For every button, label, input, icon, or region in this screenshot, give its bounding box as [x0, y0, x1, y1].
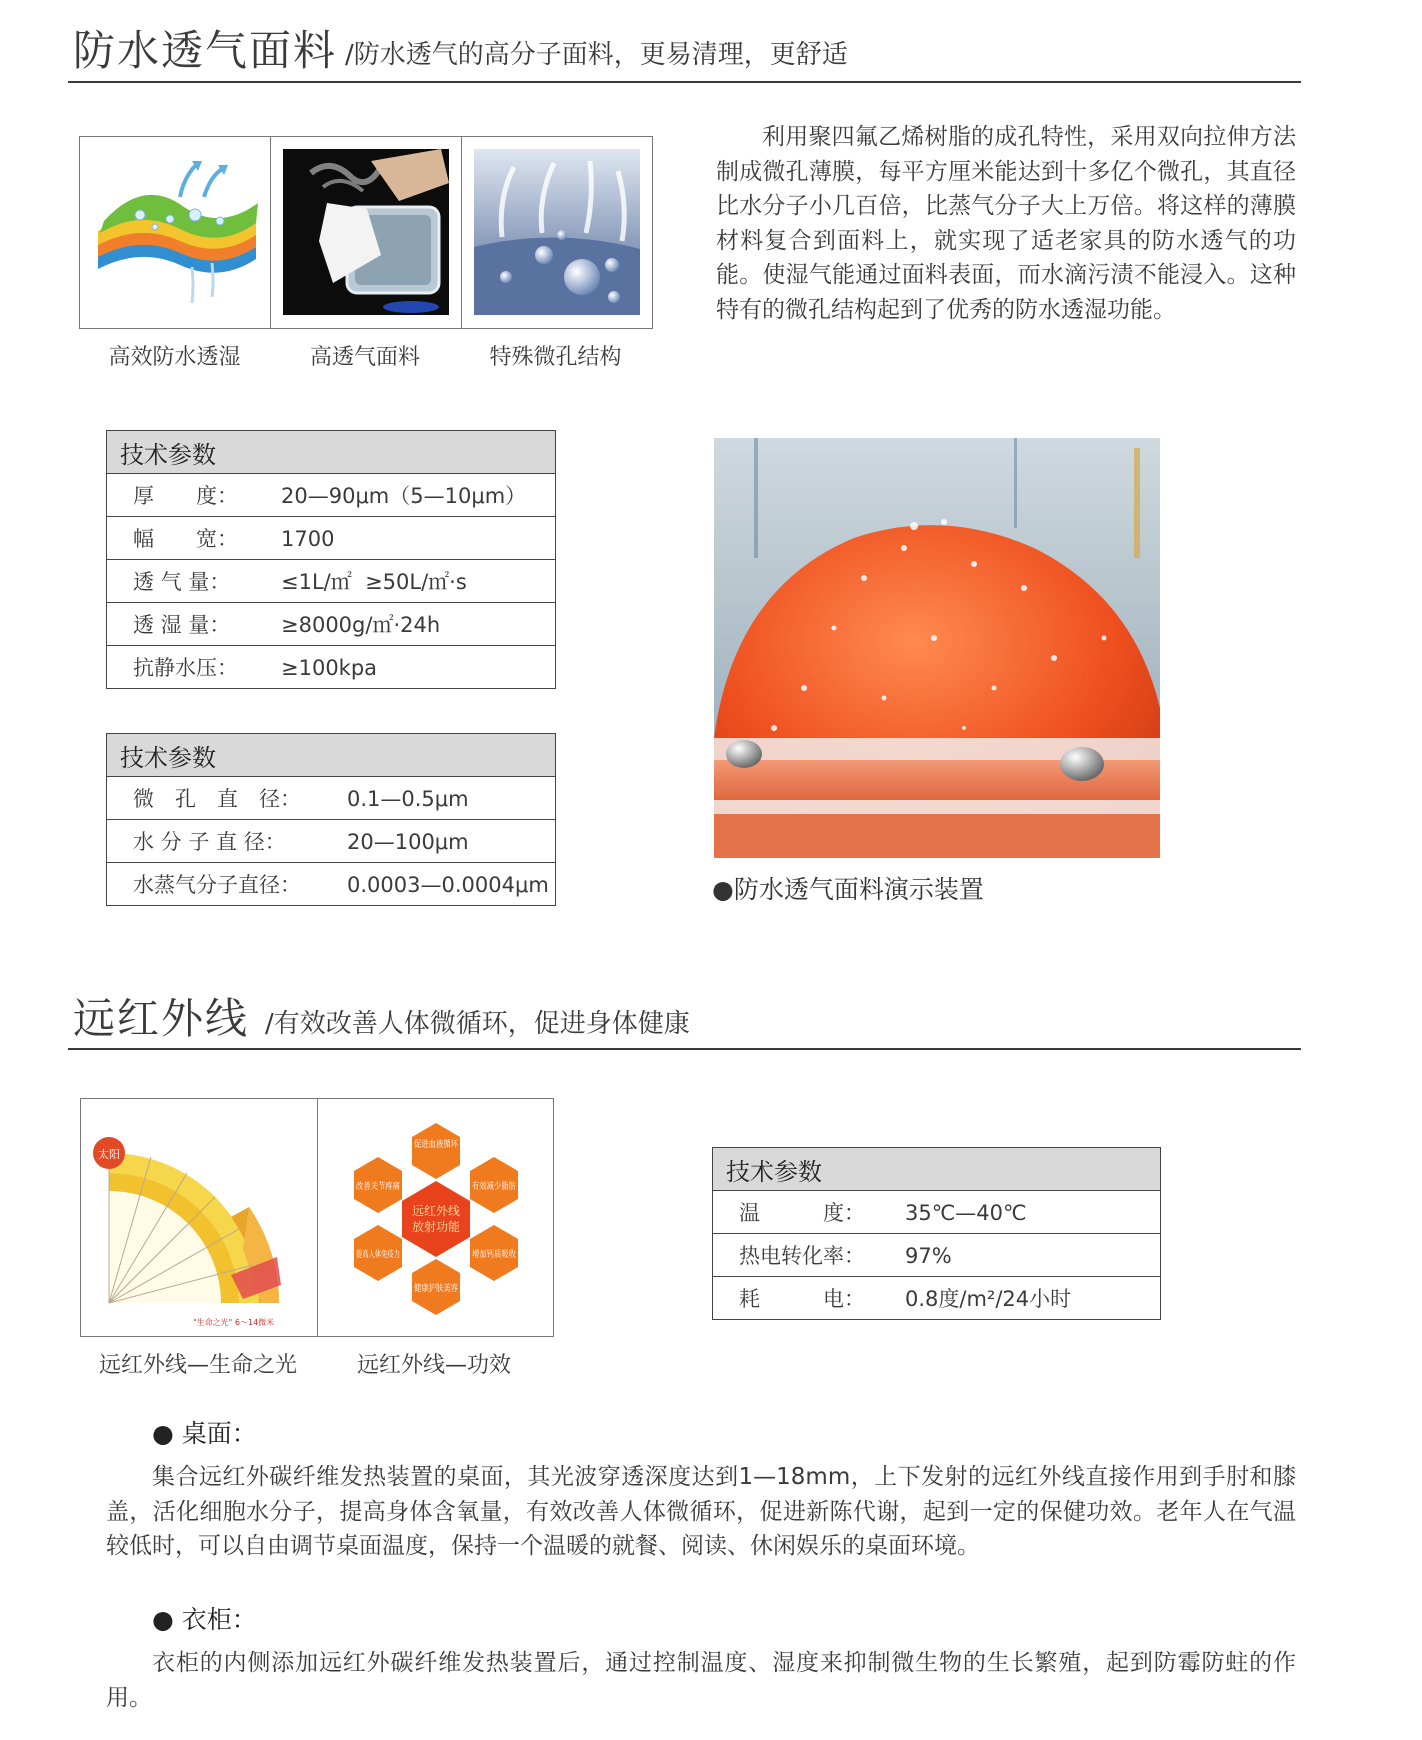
hex-label: 促进血液循环: [413, 1140, 468, 1150]
spec-label: 抗静水压：: [133, 656, 238, 680]
spec-table-header: 技术参数: [713, 1148, 1161, 1191]
table-row: [107, 603, 556, 646]
spec-table-header: 技术参数: [107, 431, 556, 474]
microporous-structure-image: [462, 137, 652, 328]
spec-value: 1700: [281, 527, 335, 551]
wardrobe-paragraph: 衣柜的内侧添加远红外碳纤维发热装置后，通过控制温度、湿度来抑制微生物的生长繁殖，起到防霉防蛀的作用。: [106, 1650, 1296, 1711]
hex-label: 增加钙质吸收: [471, 1250, 526, 1260]
section2-subtitle: /有效改善人体微循环，促进身体健康: [265, 1009, 690, 1039]
hex-label: 改善关节疼痛: [355, 1182, 410, 1192]
section1-title: 防水透气面料: [73, 26, 338, 75]
spec-table-infrared: [712, 1147, 1161, 1320]
spec-value: 20—90μm（5—10μm）: [281, 484, 527, 508]
spec-value: 0.1—0.5μm: [347, 787, 469, 811]
section1-subtitle: /防水透气的高分子面料，更易清理，更舒适: [345, 40, 848, 70]
spec-table-pores: [106, 733, 556, 906]
table-row: [107, 820, 556, 863]
table-row: [107, 517, 556, 560]
table-row: [107, 863, 556, 906]
demo-device-photo: [714, 438, 1160, 858]
caption-microporous: 特殊微孔结构: [489, 345, 622, 370]
center-label: 放射功能: [411, 1220, 460, 1234]
spec-value: ≤1L/㎡ ≥50L/㎡·s: [281, 570, 467, 594]
spec-label: 透 湿 量：: [133, 613, 231, 637]
feature-image-row: [79, 136, 653, 329]
light-spectrum-diagram: [81, 1099, 318, 1336]
section1-rule: [68, 81, 1301, 83]
desk-heading: ● 桌面：: [152, 1419, 257, 1448]
spec-label: 热电转化率：: [739, 1244, 865, 1268]
spec-value: 0.8度/m²/24小时: [905, 1287, 1072, 1311]
infrared-image-row: [80, 1098, 554, 1337]
spec-value: 35℃—40℃: [905, 1201, 1027, 1225]
spec-value: 97%: [905, 1244, 952, 1268]
breathable-fabric-image: [271, 137, 461, 328]
section1-paragraph: 利用聚四氟乙烯树脂的成孔特性，采用双向拉伸方法制成微孔薄膜，每平方厘米能达到十多亿个微孔，其直径比水分子小几百倍，比蒸气分子大上万倍。将这样的薄膜材料复合到面料上，就实现了适老家具的防水透气的功能。使湿气能通过面料表面，而水滴污渍不能浸入。这种特有的微孔结构起到了优秀的防水透湿功能。: [716, 124, 1296, 323]
infrared-effects-diagram: [318, 1099, 554, 1336]
caption-breathable: 高透气面料: [309, 345, 420, 370]
diagram-life-label: "生命之光" 6～14微米: [193, 1318, 275, 1327]
waterproof-layers-image: [80, 137, 271, 328]
desk-paragraph: 集合远红外碳纤维发热装置的桌面，其光波穿透深度达到1—18mm，上下发射的远红外线直接作用到手肘和膝盖，活化细胞水分子，提高身体含氧量，有效改善人体微循环，促进新陈代谢，起到一定的保健功效。老年人在气温较低时，可以自由调节桌面温度，保持一个温暖的就餐、阅读、休闲娱乐的桌面环境。: [106, 1464, 1296, 1559]
hex-label: 提高人体免疫力: [355, 1250, 419, 1260]
hex-label: 有效减少脂肪: [471, 1182, 526, 1192]
spec-label: 厚 度：: [133, 484, 238, 508]
table-row: [107, 560, 556, 603]
center-label: 远红外线: [411, 1204, 460, 1218]
spec-label: 水 分 子 直 径：: [133, 830, 286, 854]
spec-label: 耗 电：: [739, 1287, 865, 1311]
demo-caption: ●防水透气面料演示装置: [712, 875, 984, 904]
caption-effects: 远红外线—功效: [356, 1353, 511, 1378]
spec-table-header: 技术参数: [107, 734, 556, 777]
table-row: [713, 1234, 1161, 1277]
section2-title: 远红外线: [73, 994, 250, 1043]
spec-value: ≥8000g/㎡·24h: [281, 613, 441, 637]
wardrobe-heading: ● 衣柜：: [152, 1605, 257, 1634]
spec-label: 微 孔 直 径：: [133, 787, 301, 811]
diagram-sun-label: 太阳: [98, 1148, 120, 1161]
spec-value: 0.0003—0.0004μm: [347, 873, 549, 897]
table-row: [713, 1277, 1161, 1320]
spec-label: 幅 宽：: [133, 527, 238, 551]
spec-value: 20—100μm: [347, 830, 469, 854]
caption-life-light: 远红外线—生命之光: [98, 1353, 297, 1378]
table-row: [107, 474, 556, 517]
caption-waterproof: 高效防水透湿: [108, 345, 241, 370]
section2-rule: [68, 1048, 1301, 1050]
spec-value: ≥100kpa: [281, 656, 378, 680]
spec-label: 透 气 量：: [133, 570, 231, 594]
table-row: [713, 1191, 1161, 1234]
hex-label: 健康护肤美容: [413, 1284, 468, 1294]
spec-table-fabric: [106, 430, 556, 689]
spec-label: 温 度：: [739, 1201, 865, 1225]
table-row: [107, 646, 556, 689]
table-row: [107, 777, 556, 820]
spec-label: 水蒸气分子直径：: [133, 873, 301, 897]
